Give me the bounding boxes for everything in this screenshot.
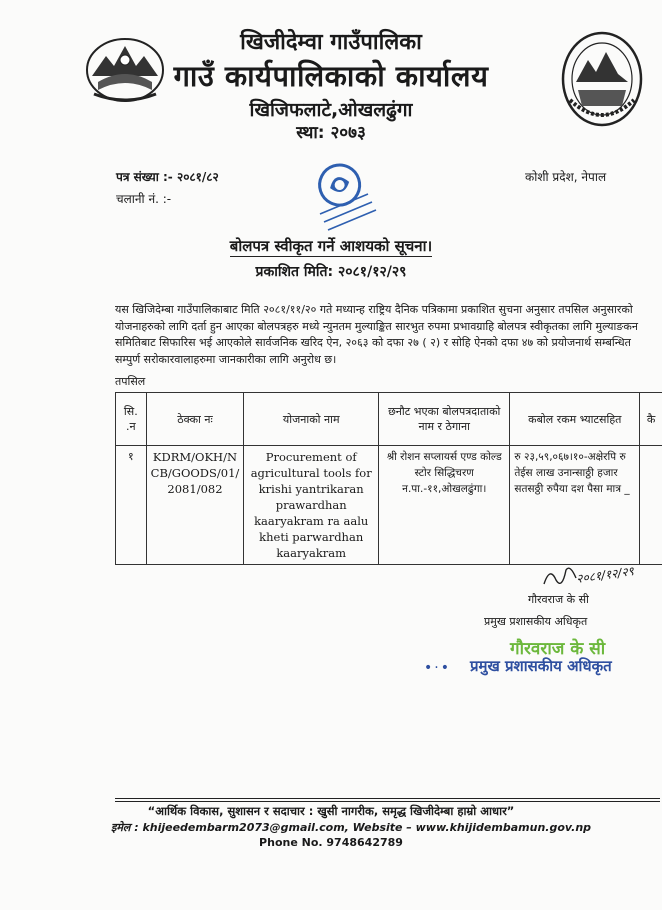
footer-contact: इमेल : khijeedembarm2073@gmail.com, Website – www.khijidembamun.gov.np: [110, 821, 592, 834]
cell-project: Procurement of agricultural tools for krishi yantrikaran prawardhan kaaryakram ra aalu kheti parwardhan kaaryakram: [244, 446, 379, 565]
footer-divider: [115, 798, 660, 802]
annex-label: तपसिल: [115, 375, 146, 388]
dispatch-number: चलानी नं. :-: [116, 192, 172, 206]
signatory-name: गौरवराज के सी: [528, 593, 589, 606]
established-year: स्था: २०७३: [296, 123, 366, 143]
municipality-name: खिजीदेम्वा गाउँपालिका: [240, 30, 422, 55]
signature-date: २०८१/१२/२९: [575, 564, 635, 586]
cell-bidder: श्री रोशन सप्लायर्स एण्ड कोल्ड स्टोर सिद्धिचरण न.पा.-११,ओखलढुंगा।: [379, 446, 510, 565]
cell-sn: १: [116, 446, 147, 565]
header-sn: सि. .न: [116, 393, 147, 446]
cell-amount: रु २३,५९,०६७।१०-अक्षेरपि रु तेईस लाख उनान्साठ्ठी हजार सतसठ्ठी रुपैया दश पैसा मात्र _: [510, 446, 640, 565]
notice-title: बोलपत्र स्वीकृत गर्ने आशयको सूचना।: [229, 237, 433, 255]
office-name: गाउँ कार्यपालिकाको कार्यालय: [173, 59, 489, 93]
header-amount: कबोल रकम भ्याटसहित: [510, 393, 640, 446]
letter-number: पत्र संख्या :- २०८१/८२: [116, 170, 219, 184]
office-address: खिजिफलाटे,ओखलढुंगा: [249, 99, 413, 121]
handwritten-signature: [540, 562, 660, 592]
province-label: कोशी प्रदेश, नेपाल: [525, 170, 607, 184]
stamp-designation: प्रमुख प्रशासकीय अधिकृत: [470, 657, 612, 675]
cell-remarks: [640, 446, 662, 565]
header-remarks: कै: [640, 393, 662, 446]
stamp-name: गौरवराज के सी: [510, 639, 606, 659]
notice-body: यस खिजिदेम्बा गाउँपालिकाबाट मिति २०८१/११/२० गते मध्यान्ह राष्ट्रिय दैनिक पत्रिकामा प्रकाशित सुचना अनुसार तपसिल अनुसारको योजनाहरुको लागि दर्ता हुन आएका बोलपत्रहरु मध्ये न्युनतम मुल्याङ्कित सारभुत रुपमा प्रभावग्राहि बोलपत्र स्वीकृतका लागि मुल्याङकन समितिबाट सिफारिस भई आएकोले सार्वजनिक खरिद ऐन, २०६३ को दफा २७ ( २) र सोहि ऐनको दफा ४७ को प्रयोजनार्थ सम्बन्धित सम्पुर्ण सरोकारवालाहरुमा जानकारीका लागि अनुरोध छ।: [115, 303, 638, 366]
bid-table: [115, 392, 662, 565]
table-header-row: [116, 393, 662, 446]
header-project: योजनाको नाम: [244, 393, 379, 446]
footer-phone: Phone No. 9748642789: [259, 836, 403, 849]
signatory-designation: प्रमुख प्रशासकीय अधिकृत: [484, 615, 588, 628]
published-date: प्रकाशित मिति: २०८१/१२/२९: [255, 264, 407, 280]
table-row: [116, 446, 662, 565]
stamp-dots: •·•: [424, 660, 451, 676]
header-bidder: छनौट भएका बोलपत्रदाताको नाम र ठेगाना: [379, 393, 510, 446]
cell-contract: KDRM/OKH/N CB/GOODS/01/ 2081/082: [146, 446, 244, 565]
footer-slogan: “आर्थिक विकास, सुशासन र सदाचार : खुसी नागरीक, समृद्ध खिजीदेम्बा हाम्रो आधार”: [147, 804, 515, 818]
header-contract: ठेक्का नः: [146, 393, 244, 446]
office-stamp: [298, 148, 390, 236]
